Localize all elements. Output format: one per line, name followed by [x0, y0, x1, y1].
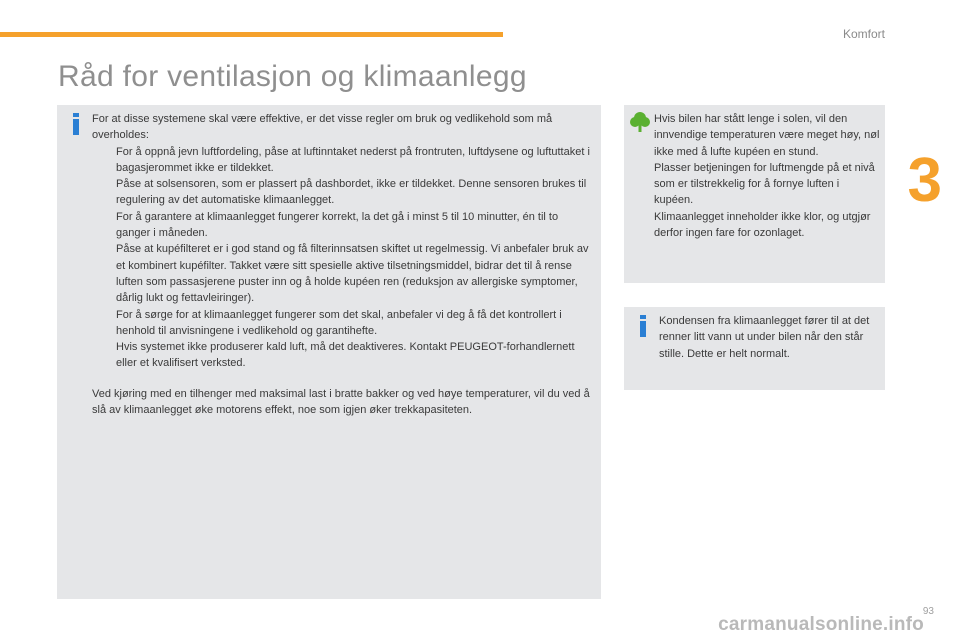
chapter-number: 3: [907, 146, 942, 215]
page-number: 93: [922, 606, 934, 617]
section-name: Komfort: [842, 27, 885, 41]
header-accent-bar: [0, 32, 503, 37]
list-item: Påse at kupéfilteret er i god stand og få filterinnsatsen skiftet ut regelmessig. Vi anbefaler bruk av et kombinert kupéfilter. Takket være sitt spesielle aktive tilsetningsmiddel, bidrar det til å rense luften som passasjerene puster inn og å holde kupéen ren (reduksjon av allergiske symptomer, dårlig lukt og fettavleiringer).: [116, 243, 589, 305]
info-icon: [638, 315, 648, 337]
list-item: Påse at solsensoren, som er plassert på dashbordet, ikke er tildekket. Denne sensoren brukes til regulering av det automatiske klimaanlegget.: [116, 178, 587, 207]
maintenance-list: [92, 144, 594, 372]
page-title: Råd for ventilasjon og klimaanlegg: [58, 60, 527, 93]
info-icon: [71, 113, 81, 135]
maintenance-panel: [57, 105, 601, 599]
maintenance-intro: For at disse systemene skal være effektive, er det visse regler om bruk og vedlikehold som må overholdes:: [92, 113, 553, 142]
maintenance-text: [92, 111, 594, 418]
sun-paragraph: Plasser betjeningen for luftmengde på et nivå som er tilstrekkelig for å fornye luften i kupéen.: [654, 161, 875, 207]
condensation-panel: [624, 307, 885, 390]
watermark: carmanualsonline.info: [718, 614, 924, 635]
sun-advice-panel: [624, 105, 885, 283]
towing-note: Ved kjøring med en tilhenger med maksimal last i bratte bakker og ved høye temperaturer, vil du ved å slå av klimaanlegget øke motorens effekt, noe som igjen øker trekkapasiteten.: [92, 387, 590, 417]
sun-paragraph: Klimaanlegget inneholder ikke klor, og utgjør derfor ingen fare for ozonlaget.: [654, 210, 871, 240]
tree-icon: [630, 111, 650, 133]
sun-paragraph: Hvis bilen har stått lenge i solen, vil den innvendige temperaturen være meget høy, nøl ikke med å lufte kupéen en stund.: [654, 113, 880, 158]
condensation-text: Kondensen fra klimaanlegget fører til at det renner litt vann ut under bilen når den står stille. Dette er helt normalt.: [659, 315, 870, 360]
sun-advice-text: [654, 111, 880, 241]
list-item: For å oppnå jevn luftfordeling, påse at luftinntaket nederst på frontruten, luftdysene og luftuttaket i bagasjerommet ikke er tildekket.: [116, 145, 590, 174]
list-item: For å garantere at klimaanlegget fungerer korrekt, la det gå i minst 5 til 10 minutter, én til to ganger i måneden.: [116, 210, 559, 240]
list-item: For å sørge for at klimaanlegget fungerer som det skal, anbefaler vi deg å få det kontrollert i henhold til anvisningene i vedlikehold og garantihefte.: [116, 308, 562, 337]
list-item: Hvis systemet ikke produserer kald luft, må det deaktiveres. Kontakt PEUGEOT-forhandlernett eller et kvalifisert verksted.: [116, 341, 575, 370]
